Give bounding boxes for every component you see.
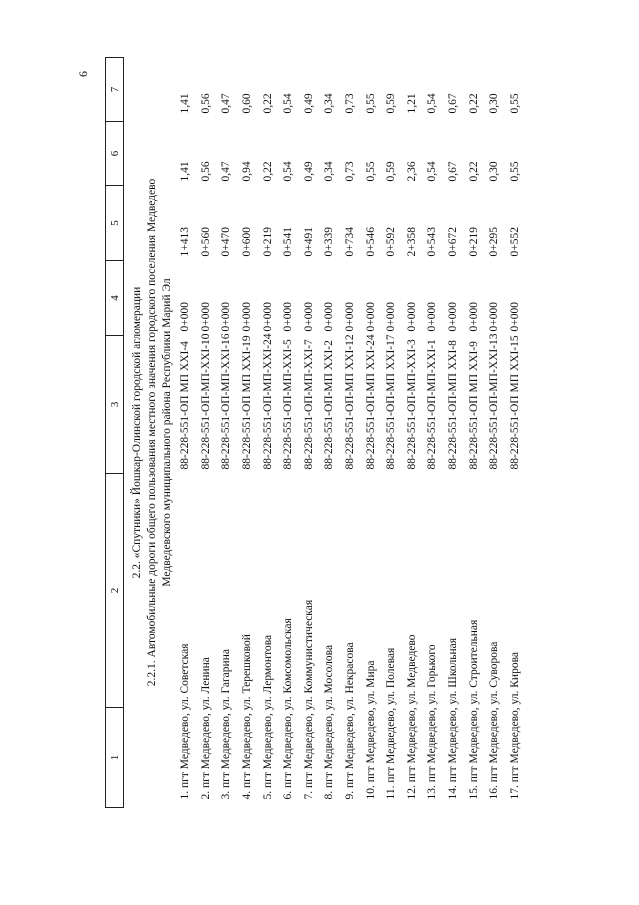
road-name-cell: 17. пгт Медведево, ул. Кирова [508, 652, 521, 800]
start-km-cell: 0+000 [323, 302, 336, 332]
start-km-cell: 0+000 [426, 302, 439, 332]
end-km-cell: 0+592 [385, 227, 398, 257]
col-header-3: 3 [106, 336, 124, 474]
table-row [381, 58, 402, 808]
table-row [360, 58, 381, 808]
col-header-6: 6 [106, 122, 124, 186]
road-code-cell: 88-228-551-ОП МП XXI-19 [241, 335, 254, 470]
table-row [505, 58, 526, 808]
road-name-cell: 9. пгт Медведево, ул. Некрасова [344, 642, 357, 800]
length-total-cell: 0,55 [364, 161, 377, 182]
end-km-cell: 0+470 [220, 227, 233, 257]
section-headings [124, 58, 176, 808]
length-col7-cell: 0,22 [467, 93, 480, 114]
road-name-cell: 5. пгт Медведево, ул. Лермонтова [261, 634, 274, 800]
road-name-cell: 2. пгт Медведево, ул. Ленина [199, 657, 212, 800]
start-km-cell: 0+000 [467, 302, 480, 332]
road-code-cell: 88-228-551-ОП-МП XXI-17 [385, 334, 398, 470]
col-header-1: 1 [106, 708, 124, 808]
length-col7-cell: 0,67 [447, 93, 460, 114]
table-row [299, 58, 320, 808]
length-total-cell: 0,56 [199, 161, 212, 182]
table-row [257, 58, 278, 808]
table-row [196, 58, 217, 808]
road-code-cell: 88-228-551-ОП МП XXI-4 [179, 341, 192, 470]
start-km-cell: 0+000 [508, 302, 521, 332]
length-col7-cell: 0,47 [220, 93, 233, 114]
column-number-header [106, 58, 124, 808]
road-code-cell: 88-228-551-ОП-МП XXI-2 [323, 340, 336, 470]
road-name-cell: 1. пгт Медведево, ул. Советская [179, 643, 192, 800]
table-row [422, 58, 443, 808]
end-km-cell: 0+546 [364, 227, 377, 257]
start-km-cell: 0+000 [302, 302, 315, 332]
start-km-cell: 0+000 [179, 302, 192, 332]
end-km-cell: 0+672 [447, 227, 460, 257]
road-code-cell: 88-228-551-ОП-МП-XXI-10 [199, 333, 212, 470]
end-km-cell: 0+543 [426, 227, 439, 257]
road-name-cell: 12. пгт Медведево, ул. Медведево [405, 634, 418, 800]
length-col7-cell: 0,60 [241, 93, 254, 114]
road-code-cell: 88-228-551-ОП-МП-XXI-13 [488, 333, 501, 470]
length-col7-cell: 0,55 [508, 93, 521, 114]
start-km-cell: 0+000 [364, 302, 377, 332]
table-row [443, 58, 464, 808]
length-col7-cell: 0,30 [488, 93, 501, 114]
road-code-cell: 88-228-551-ОП-МП-XXI-5 [282, 339, 295, 470]
end-km-cell: 0+560 [199, 227, 212, 257]
end-km-cell: 0+219 [467, 227, 480, 257]
length-col7-cell: 1,21 [405, 93, 418, 114]
road-code-cell: 88-228-551-ОП-МП XXI-8 [447, 340, 460, 470]
col-header-7: 7 [106, 58, 124, 122]
col-header-2: 2 [106, 474, 124, 708]
subsection-title-line2: Медведевского муниципального района Республики Марий Эл [161, 278, 173, 587]
length-total-cell: 2,36 [405, 161, 418, 182]
start-km-cell: 0+000 [241, 302, 254, 332]
length-total-cell: 0,49 [302, 161, 315, 182]
road-name-cell: 14. пгт Медведево, ул. Школьная [447, 638, 460, 800]
start-km-cell: 0+000 [199, 302, 212, 332]
length-total-cell: 1,41 [179, 161, 192, 182]
col-header-5: 5 [106, 186, 124, 261]
start-km-cell: 0+000 [261, 302, 274, 332]
length-total-cell: 0,73 [344, 161, 357, 182]
length-total-cell: 0,94 [241, 161, 254, 182]
road-code-cell: 88-228-551-ОП-МП-XXI-1 [426, 339, 439, 470]
length-total-cell: 0,54 [282, 161, 295, 182]
table-row [484, 58, 505, 808]
start-km-cell: 0+000 [488, 302, 501, 332]
end-km-cell: 0+339 [323, 227, 336, 257]
road-code-cell: 88-228-551-ОП-МП-XXI-16 [220, 333, 233, 470]
length-total-cell: 0,59 [385, 161, 398, 182]
length-col7-cell: 0,54 [282, 93, 295, 114]
end-km-cell: 0+734 [344, 227, 357, 257]
road-code-cell: 88-228-551-ОП-МП-XXI-24 [261, 333, 274, 470]
start-km-cell: 0+000 [385, 302, 398, 332]
end-km-cell: 0+600 [241, 227, 254, 257]
road-code-cell: 88-228-551-ОП-МП XXI-24 [364, 334, 377, 470]
end-km-cell: 1+413 [179, 227, 192, 257]
road-name-cell: 6. пгт Медведево, ул. Комсомольская [282, 618, 295, 800]
end-km-cell: 0+219 [261, 227, 274, 257]
length-col7-cell: 1,41 [179, 93, 192, 114]
road-name-cell: 13. пгт Медведево, ул. Горького [426, 644, 439, 800]
length-col7-cell: 0,22 [261, 93, 274, 114]
length-total-cell: 0,22 [467, 161, 480, 182]
subsection-title-line1: 2.2.1. Автомобильные дороги общего пользования местного значения городского поселения Медведево [146, 178, 158, 687]
road-code-cell: 88-228-551-ОП МП XXI-9 [467, 341, 480, 470]
length-total-cell: 0,30 [488, 161, 501, 182]
road-name-cell: 10. пгт Медведево, ул. Мира [364, 660, 377, 800]
table-row [463, 58, 484, 808]
length-total-cell: 0,55 [508, 161, 521, 182]
road-name-cell: 3. пгт Медведево, ул. Гагарина [220, 649, 233, 800]
table-row [319, 58, 340, 808]
end-km-cell: 2+358 [405, 227, 418, 257]
road-name-cell: 16. пгт Медведево, ул. Суворова [488, 641, 501, 800]
section-title: 2.2. «Спутники» Йошкар-Олинской городской агломерации [131, 286, 143, 579]
table-body [175, 58, 525, 808]
road-code-cell: 88-228-551-ОП-МП XXI-12 [344, 334, 357, 470]
length-col7-cell: 0,59 [385, 93, 398, 114]
length-col7-cell: 0,54 [426, 93, 439, 114]
road-code-cell: 88-228-551-ОП-МП-XXI-7 [302, 339, 315, 470]
table-row [216, 58, 237, 808]
road-name-cell: 15. пгт Медведево, ул. Строительная [467, 619, 480, 800]
length-total-cell: 0,34 [323, 161, 336, 182]
start-km-cell: 0+000 [447, 302, 460, 332]
table-row [278, 58, 299, 808]
road-name-cell: 11. пгт Медведево, ул. Полевая [385, 647, 398, 800]
length-col7-cell: 0,55 [364, 93, 377, 114]
length-total-cell: 0,67 [447, 161, 460, 182]
length-col7-cell: 0,73 [344, 93, 357, 114]
table-row [175, 58, 196, 808]
page-number: 6 [76, 71, 90, 77]
col-header-4: 4 [106, 261, 124, 336]
table-row [340, 58, 361, 808]
start-km-cell: 0+000 [344, 302, 357, 332]
road-code-cell: 88-228-551-ОП-МП-XXI-3 [405, 339, 418, 470]
end-km-cell: 0+541 [282, 227, 295, 257]
start-km-cell: 0+000 [220, 302, 233, 332]
length-total-cell: 0,47 [220, 161, 233, 182]
start-km-cell: 0+000 [405, 302, 418, 332]
roads-table [105, 57, 525, 808]
road-name-cell: 8. пгт Медведево, ул. Мосолова [323, 644, 336, 800]
start-km-cell: 0+000 [282, 302, 295, 332]
end-km-cell: 0+491 [302, 227, 315, 257]
table-row [237, 58, 258, 808]
road-code-cell: 88-228-551-ОП МП XXI-15 [508, 335, 521, 470]
end-km-cell: 0+552 [508, 227, 521, 257]
length-col7-cell: 0,34 [323, 93, 336, 114]
rotated-table-container [105, 58, 639, 808]
end-km-cell: 0+295 [488, 227, 501, 257]
length-total-cell: 0,54 [426, 161, 439, 182]
length-total-cell: 0,22 [261, 161, 274, 182]
table-row [402, 58, 423, 808]
road-name-cell: 4. пгт Медведево, ул. Терешковой [241, 634, 254, 800]
length-col7-cell: 0,49 [302, 93, 315, 114]
length-col7-cell: 0,56 [199, 93, 212, 114]
road-name-cell: 7. пгт Медведево, ул. Коммунистическая [302, 599, 315, 800]
